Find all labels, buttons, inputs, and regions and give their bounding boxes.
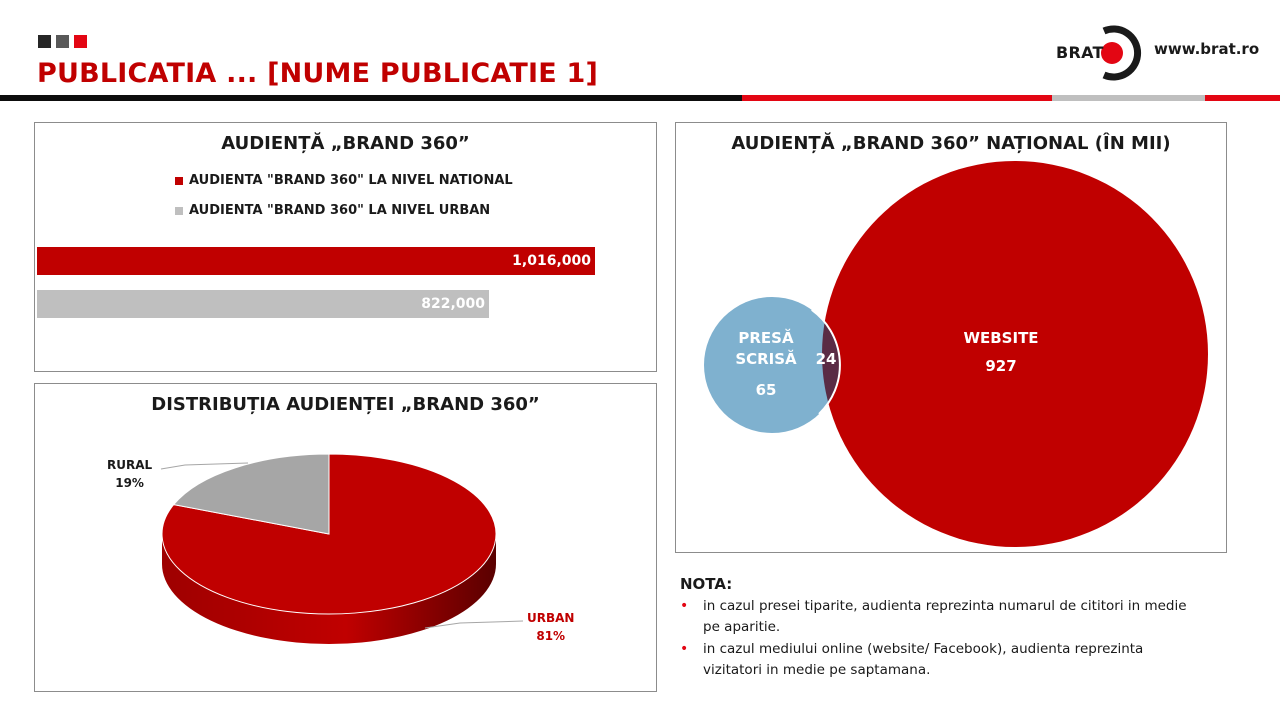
pie-label-rural — [107, 456, 152, 492]
square-dark — [38, 35, 51, 48]
logo-text: BRAT — [1056, 43, 1104, 62]
bullet-icon: • — [680, 641, 689, 657]
divider-red-end — [1205, 95, 1280, 101]
venn-website-name: WEBSITE — [963, 329, 1039, 347]
pie-label-urban-value: 81% — [536, 629, 566, 643]
divider-red — [742, 95, 1052, 101]
venn-print-line2: SCRISĂ — [735, 350, 797, 368]
header-divider — [0, 95, 1280, 101]
legend-national — [175, 173, 513, 188]
note-item — [680, 639, 1200, 681]
legend-national-label: AUDIENTA "BRAND 360" LA NIVEL NATIONAL — [189, 173, 513, 188]
header-squares — [38, 35, 87, 48]
audience-bar-panel — [34, 122, 657, 372]
note-item-text: in cazul presei tiparite, audienta reprezinta numarul de cititori in medie pe aparitie. — [703, 598, 1187, 635]
legend-urban — [175, 203, 490, 218]
note-title: NOTA: — [680, 575, 733, 593]
bar-national — [37, 247, 595, 275]
note-item-text: in cazul mediului online (website/ Facebook), audienta reprezinta vizitatori in medie pe saptamana. — [703, 641, 1144, 678]
divider-black — [0, 95, 742, 101]
venn-print-value: 65 — [755, 381, 777, 399]
bar-national-value: 1,016,000 — [512, 253, 591, 269]
pie-label-urban — [527, 609, 574, 645]
pie-label-rural-name: RURAL — [107, 458, 153, 472]
pie-label-rural-value: 19% — [115, 476, 144, 490]
venn-print-line1: PRESĂ — [738, 329, 794, 347]
venn-overlap-value: 24 — [815, 350, 837, 368]
divider-gray — [1052, 95, 1205, 101]
brat-logo[interactable] — [1054, 22, 1144, 84]
bar-chart-title: AUDIENȚĂ „BRAND 360” — [221, 133, 470, 154]
venn-print-label — [728, 328, 804, 401]
legend-swatch-national — [175, 177, 183, 185]
bar-urban — [37, 290, 489, 318]
page-title: PUBLICATIA ... [NUME PUBLICATIE 1] — [37, 58, 599, 89]
square-red — [74, 35, 87, 48]
venn-panel — [675, 122, 1227, 553]
bar-urban-value: 822,000 — [421, 296, 485, 312]
note-item — [680, 596, 1200, 638]
square-gray — [56, 35, 69, 48]
venn-chart-title: AUDIENȚĂ „BRAND 360” NAȚIONAL (ÎN MII) — [731, 133, 1171, 154]
bullet-icon: • — [680, 598, 689, 614]
distribution-pie-panel — [34, 383, 657, 692]
pie-label-urban-name: URBAN — [527, 611, 575, 625]
venn-website-value: 927 — [985, 357, 1017, 375]
venn-website-label — [946, 328, 1056, 377]
note-list — [680, 596, 1200, 682]
website-link[interactable]: www.brat.ro — [1154, 40, 1260, 58]
legend-swatch-urban — [175, 207, 183, 215]
pie-chart-title: DISTRIBUȚIA AUDIENȚEI „BRAND 360” — [151, 394, 540, 415]
legend-urban-label: AUDIENTA "BRAND 360" LA NIVEL URBAN — [189, 203, 491, 218]
